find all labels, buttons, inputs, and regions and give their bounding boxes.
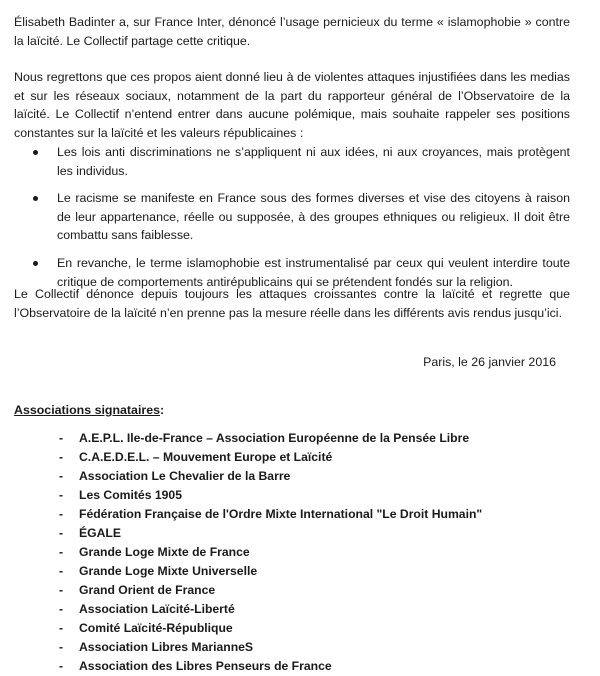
association-name: Grande Loge Mixte de France <box>79 545 250 559</box>
association-name: Grand Orient de France <box>79 583 216 597</box>
association-name: Association Le Chevalier de la Barre <box>79 469 291 483</box>
associations-list <box>14 429 570 676</box>
association-item <box>14 638 570 657</box>
association-item <box>14 619 570 638</box>
dash-marker: - <box>59 564 64 578</box>
association-name: ÉGALE <box>79 526 121 540</box>
associations-heading-suffix: : <box>160 403 165 417</box>
association-name: C.A.E.D.E.L. – Mouvement Europe et Laïcité <box>79 450 333 464</box>
association-item <box>14 486 570 505</box>
position-text: En revanche, le terme islamophobie est instrumentalisé par ceux qui veulent interdire toute critique de comportements antirépublicains qui se prétendent fondés sur la religion. <box>57 255 570 289</box>
dash-marker: - <box>59 450 64 464</box>
bullet-icon <box>33 196 38 201</box>
bullet-icon <box>33 150 38 155</box>
association-item <box>14 524 570 543</box>
dash-marker: - <box>59 602 64 616</box>
regret-paragraph: Nous regrettons que ces propos aient donné lieu à de violentes attaques injustifiées dans les medias et sur les réseaux sociaux, notamment de la part du rapporteur général de l’Observatoire de la laïcité. Le Collectif n’entend entrer dans aucune polémique, mais souhaite rappeler ses positions constantes sur la laïcité et les valeurs républicaines : <box>14 70 570 140</box>
association-item <box>14 467 570 486</box>
association-name: Grande Loge Mixte Universelle <box>79 564 258 578</box>
association-name: Association Laïcité-Liberté <box>79 602 235 616</box>
association-name: Fédération Française de l'Ordre Mixte International "Le Droit Humain" <box>79 507 483 521</box>
association-item <box>14 429 570 448</box>
dash-marker: - <box>59 526 64 540</box>
dash-marker: - <box>59 583 64 597</box>
date-line: Paris, le 26 janvier 2016 <box>423 355 556 369</box>
association-name: Association des Libres Penseurs de France <box>79 659 332 673</box>
dash-marker: - <box>59 640 64 654</box>
association-item <box>14 600 570 619</box>
association-item <box>14 581 570 600</box>
intro-paragraph: Élisabeth Badinter a, sur France Inter, dénoncé l’usage pernicieux du terme « islamophobie » contre la laïcité. Le Collectif partage cette critique. <box>14 15 570 48</box>
association-item <box>14 448 570 467</box>
dash-marker: - <box>59 469 64 483</box>
dash-marker: - <box>59 431 64 445</box>
association-item <box>14 543 570 562</box>
association-item <box>14 657 570 676</box>
association-name: Les Comités 1905 <box>79 488 182 502</box>
associations-heading-text: Associations signataires <box>14 403 160 417</box>
position-text: Le racisme se manifeste en France sous des formes diverses et vise des citoyens à raison de leur appartenance, réelle ou supposée, à des groupes ethniques ou religieux. Il doit être combattu sans faiblesse. <box>57 191 570 243</box>
association-name: Comité Laïcité-République <box>79 621 233 635</box>
dash-marker: - <box>59 621 64 635</box>
position-item <box>14 143 570 180</box>
dash-marker: - <box>59 545 64 559</box>
dash-marker: - <box>59 488 64 502</box>
association-name: Association Libres MarianneS <box>79 640 254 654</box>
association-name: A.E.P.L. Ile-de-France – Association Européenne de la Pensée Libre <box>79 431 470 445</box>
dash-marker: - <box>59 659 64 673</box>
associations-heading <box>14 401 164 419</box>
bullet-icon <box>33 261 38 266</box>
position-item <box>14 189 570 245</box>
conclusion-paragraph: Le Collectif dénonce depuis toujours les attaques croissantes contre la laïcité et regrette que l’Observatoire de la laïcité n’en prenne pas la mesure réelle dans les différents avis rendus jusqu’ici. <box>14 287 570 320</box>
association-item <box>14 562 570 581</box>
association-item <box>14 505 570 524</box>
position-text: Les lois anti discriminations ne s’appliquent ni aux idées, ni aux croyances, mais protègent les individus. <box>57 145 570 178</box>
dash-marker: - <box>59 507 64 521</box>
positions-list <box>14 143 570 300</box>
